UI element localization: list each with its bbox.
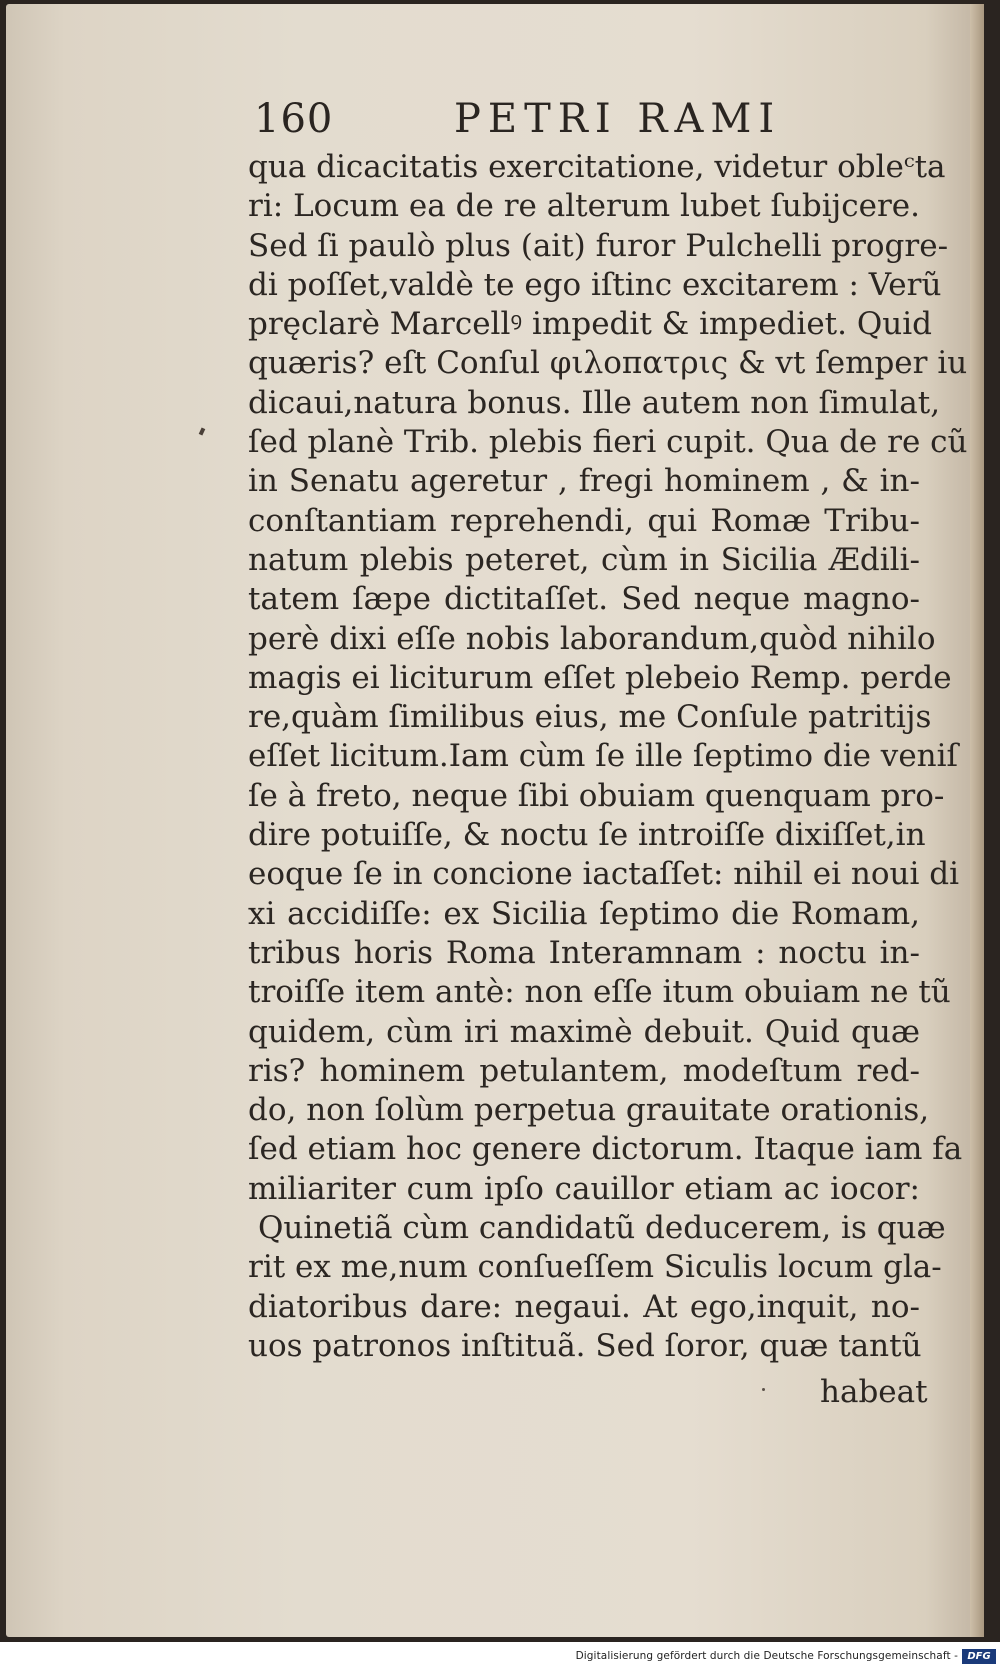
- text-line: uos patronos inſtituã. Sed ſoror, quæ tantũ: [248, 1327, 922, 1364]
- text-line: troiſſe item antè: non eſſe itum obuiam ne tũ: [248, 974, 951, 1011]
- page-number: 160: [254, 96, 334, 142]
- text-line: rit ex me,num conſueſſem Siculis locum gla-: [248, 1249, 942, 1286]
- text-line: dire potuiſſe, & noctu ſe introiſſe dixiſſet,in: [248, 817, 926, 854]
- text-line: Quinetiã cùm candidatũ deducerem, is quæ: [258, 1210, 946, 1247]
- text-line: quidem, cùm iri maximè debuit. Quid quæ: [248, 1013, 920, 1050]
- body-text: [248, 148, 968, 1366]
- dfg-logo: DFG: [962, 1649, 996, 1664]
- text-line: Sed ſi paulò plus (ait) furor Pulchelli progre-: [248, 227, 949, 264]
- footer: [0, 1648, 1000, 1669]
- text-line: diatoribus dare: negaui. At ego,inquit, no-: [248, 1288, 920, 1325]
- text-line: in Senatu ageretur , fregi hominem , & in-: [248, 463, 920, 500]
- page-edge: [970, 4, 984, 1637]
- dot-mark: [762, 1388, 765, 1391]
- text-line: eoque ſe in concione iactaſſet: nihil ei noui di: [248, 856, 960, 893]
- text-line: conſtantiam reprehendi, qui Romæ Tribu-: [248, 502, 920, 539]
- text-line: quæris? eſt Conſul φιλοπατρις & vt ſemper iu: [248, 345, 968, 382]
- text-line: magis ei liciturum eſſet plebeio Remp. perde: [248, 659, 952, 696]
- digitization-credit: Digitalisierung gefördert durch die Deutsche Forschungsgemeinschaft -: [575, 1650, 958, 1662]
- text-line: re,quàm ſimilibus eius, me Conſule patritijs: [248, 699, 932, 736]
- running-title: PETRI RAMI: [454, 96, 782, 142]
- text-line: di poſſet,valdè te ego iſtinc excitarem : Verũ: [248, 266, 942, 303]
- page-header: [254, 96, 934, 144]
- text-line: tatem ſæpe dictitaſſet. Sed neque magno-: [248, 581, 920, 618]
- text-line: ſed etiam hoc genere dictorum. Itaque iam fa: [248, 1131, 963, 1168]
- text-line: ris? hominem petulantem, modeſtum red-: [248, 1052, 920, 1089]
- text-line: pręclarè Marcellꝰ impedit & impediet. Quid: [248, 306, 932, 343]
- text-line: tribus horis Roma Interamnam : noctu in-: [248, 934, 920, 971]
- text-line: xi accidiſſe: ex Sicilia ſeptimo die Romam,: [248, 895, 920, 932]
- text-line: ſed planè Trib. plebis fieri cupit. Qua de re cũ: [248, 424, 968, 461]
- catchword: habeat: [820, 1374, 928, 1410]
- text-line: do, non ſolùm perpetua grauitate orationis,: [248, 1092, 930, 1129]
- text-line: natum plebis peteret, cùm in Sicilia Ædili-: [248, 541, 920, 578]
- text-line: perè dixi eſſe nobis laborandum,quòd nihilo: [248, 620, 936, 657]
- text-line: miliariter cum ipſo cauillor etiam ac iocor:: [248, 1170, 920, 1207]
- text-line: qua dicacitatis exercitatione, videtur obleᶜta: [248, 149, 946, 185]
- text-line: ri: Locum ea de re alterum lubet ſubijcere.: [248, 188, 920, 225]
- text-line: ſe à freto, neque ſibi obuiam quenquam pro-: [248, 777, 945, 814]
- text-line: dicaui,natura bonus. Ille autem non ſimulat,: [248, 384, 941, 421]
- text-line: eſſet licitum.Iam cùm ſe ille ſeptimo die veniſ: [248, 738, 959, 775]
